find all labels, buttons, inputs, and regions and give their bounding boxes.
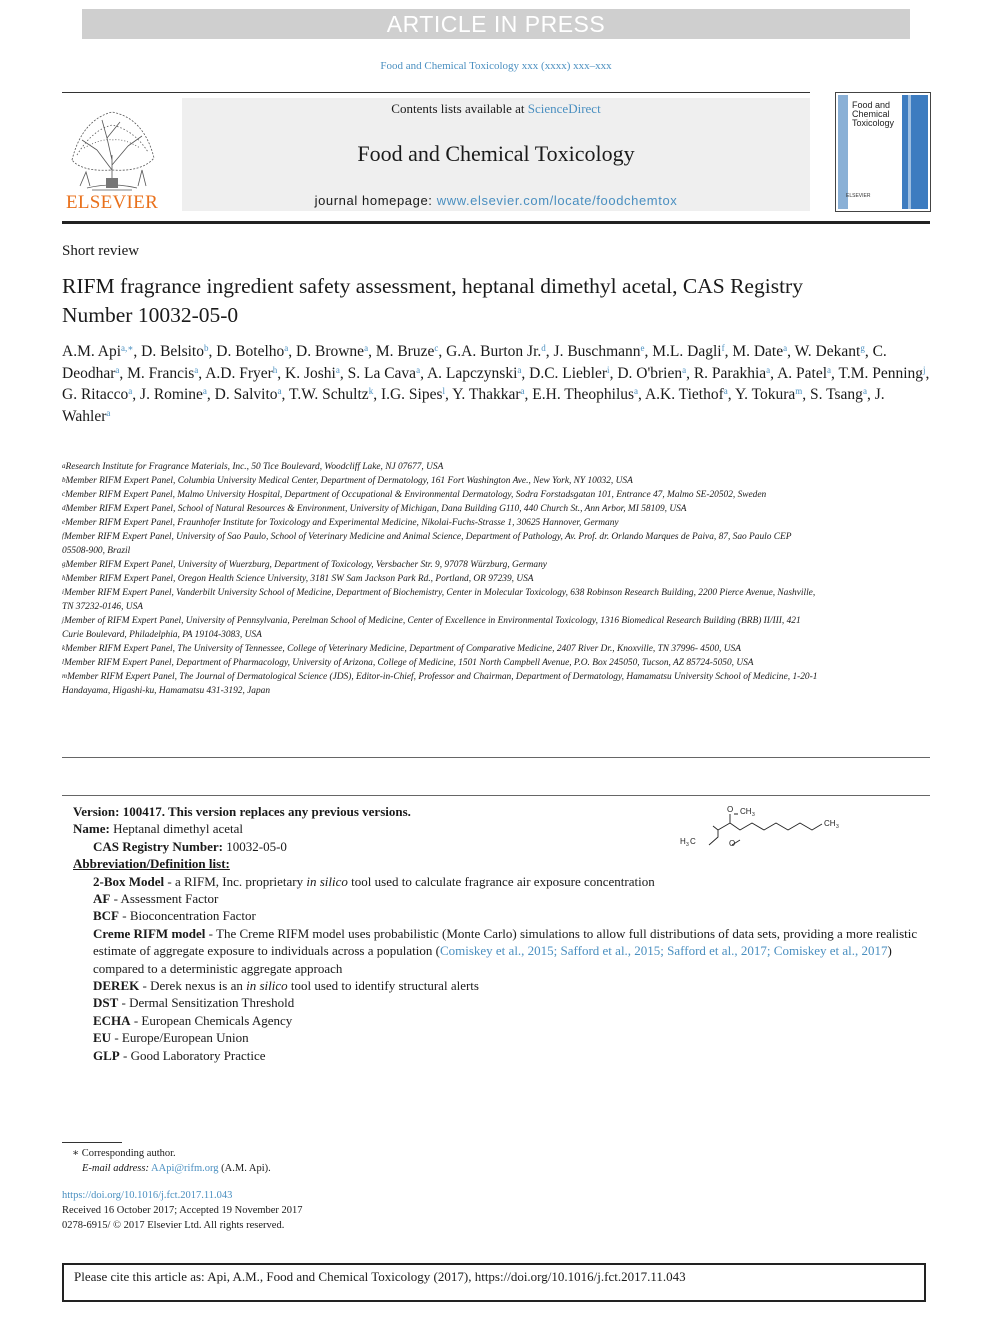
affiliation-item: [62, 586, 818, 614]
author-affiliation-marker[interactable]: h: [272, 364, 278, 375]
author-separator: ,: [925, 364, 930, 382]
author-name: T.W. Schultz: [289, 386, 369, 403]
author-separator: ,: [288, 343, 297, 360]
article-title: RIFM fragrance ingredient safety assessment, heptanal dimethyl acetal, CAS Registry Number 10032-05-0: [62, 274, 803, 327]
affiliation-item: [62, 656, 818, 670]
oxygen-label: O: [727, 805, 734, 814]
abbreviation-list: [73, 873, 933, 925]
author-name: M. Francis: [127, 364, 195, 382]
affiliation-text: Member RIFM Expert Panel, Department of Pharmacology, University of Arizona, College of Medicine, 1501 North Campbell Avenue, P.O. Box 245050, Tucson, AZ 85724-5050, USA: [63, 658, 754, 668]
affiliation-divider: [62, 757, 930, 758]
abbr-definition: ) compared to a deterministic aggregate approach: [93, 943, 892, 976]
abbr-definition: - a RIFM, Inc. proprietary: [164, 873, 307, 889]
contents-line: [182, 101, 810, 117]
author-name: S. Tsang: [810, 386, 863, 403]
affiliation-item: [62, 460, 818, 474]
author-separator: ,: [119, 364, 128, 382]
author-name: D. Salvito: [214, 386, 278, 403]
author-affiliation-marker[interactable]: l: [442, 386, 446, 396]
affiliation-label: f: [62, 532, 64, 540]
corresponding-note: ∗ Corresponding author.: [72, 1148, 176, 1159]
abbr-emphasis: in silico: [246, 978, 288, 994]
abbr-definition: tool used to identify structural alerts: [287, 978, 479, 994]
author-separator: ,: [373, 386, 381, 403]
corresponding-text: Corresponding author.: [81, 1148, 176, 1159]
author-affiliation-marker[interactable]: a: [416, 364, 421, 375]
subscript-label: 3: [836, 824, 839, 830]
summary-block: [73, 803, 933, 1064]
abbreviation-item: [73, 873, 933, 890]
author-name: Y. Tokura: [734, 386, 796, 403]
email-label: E-mail address:: [82, 1163, 149, 1174]
abbreviation-item: [73, 907, 933, 924]
email-suffix: (A.M. Api).: [218, 1163, 271, 1174]
citation-links[interactable]: Comiskey et al., 2015; Safford et al., 2015; Safford et al., 2017; Comiskey et al., 2017: [439, 943, 888, 959]
author-affiliation-marker[interactable]: a: [517, 364, 522, 375]
cover-title-line: Chemical: [852, 109, 890, 119]
abbr-term: 2-Box Model: [93, 873, 165, 889]
author-separator: ,: [524, 386, 533, 403]
affiliation-text: Member RIFM Expert Panel, Columbia University Medical Center, Department of Dermatology, 161 Fort Washington Ave., New York, NY 10032, USA: [65, 476, 633, 486]
author-name: A. Lapczynski: [426, 364, 518, 382]
journal-reference[interactable]: Food and Chemical Toxicology xxx (xxxx) xxx–xxx: [380, 60, 612, 72]
abbreviation-item: [73, 977, 933, 994]
name-line: [73, 820, 933, 837]
abbr-term: BCF: [93, 908, 119, 924]
author-name: J. Wahler: [62, 386, 885, 425]
version-label: Version:: [73, 804, 120, 819]
elsevier-wordmark: ELSEVIER: [65, 192, 159, 213]
author-name: A. Patel: [777, 364, 828, 382]
author-name: A.M. Api: [62, 343, 121, 360]
author-name: M. Bruze: [375, 343, 435, 360]
author-name: G.A. Burton Jr.: [446, 343, 542, 360]
author-name: K. Joshi: [285, 364, 336, 382]
author-affiliation-marker[interactable]: a: [634, 386, 639, 396]
author-separator: ,: [133, 343, 142, 360]
affiliation-item: [62, 572, 818, 586]
author-name: R. Parakhia: [693, 364, 767, 382]
affiliation-list: [62, 460, 818, 698]
author-separator: ,: [420, 364, 427, 382]
abbr-definition: tool used to calculate fragrance air exposure concentration: [347, 873, 655, 889]
methyl-label: CH: [824, 819, 836, 828]
author-affiliation-marker[interactable]: j: [923, 364, 926, 375]
abbreviation-list: [73, 977, 933, 1064]
citation-box: [62, 1263, 926, 1302]
abbreviation-item: [73, 1012, 933, 1029]
author-affiliation-marker[interactable]: e: [640, 343, 645, 353]
abbreviation-heading-text: Abbreviation/Definition list:: [73, 856, 230, 872]
author-affiliation-marker[interactable]: a,∗: [121, 343, 134, 353]
author-separator: ,: [802, 386, 811, 403]
cover-publisher: ELSEVIER: [846, 193, 871, 199]
doi-link[interactable]: https://doi.org/10.1016/j.fct.2017.11.043: [62, 1190, 233, 1201]
author-affiliation-marker[interactable]: d: [541, 343, 546, 353]
author-list: [62, 341, 932, 427]
affiliation-label: d: [62, 504, 66, 512]
footnote-rule: [62, 1142, 122, 1143]
creme-definition: [73, 925, 933, 977]
author-name: D. Belsito: [141, 343, 204, 360]
abbr-term: AF: [93, 891, 111, 907]
oxygen-label: O: [729, 839, 736, 848]
masthead-bottom-rule: [62, 221, 930, 224]
author-separator: ,: [368, 343, 376, 360]
abbr-term: Creme RIFM model: [93, 925, 206, 941]
author-separator: ,: [831, 364, 839, 382]
email-link[interactable]: AApi@rifm.org: [151, 1163, 219, 1174]
affiliation-label: e: [62, 518, 66, 526]
author-separator: ,: [866, 386, 875, 403]
affiliation-label: h: [62, 574, 66, 582]
homepage-prefix: journal homepage:: [314, 193, 437, 208]
abbreviation-item: [73, 890, 933, 907]
author-name: Y. Thakkar: [452, 386, 521, 403]
journal-title: Food and Chemical Toxicology: [357, 141, 635, 166]
author-name: E.H. Theophilus: [532, 386, 635, 403]
author-separator: ,: [864, 343, 873, 360]
author-name: C. Deodhar: [62, 343, 887, 382]
affiliation-text: Research Institute for Fragrance Materials, Inc., 50 Tice Boulevard, Woodcliff Lake, NJ 07677, USA: [65, 462, 444, 472]
article-in-press-banner: ARTICLE IN PRESS: [82, 9, 910, 39]
affiliation-item: [62, 670, 818, 698]
methyl-label: CH: [740, 807, 752, 816]
author-affiliation-marker[interactable]: g: [860, 343, 865, 353]
abbr-term: DEREK: [93, 978, 140, 994]
version-text: 100417. This version replaces any previous versions.: [122, 804, 411, 819]
affiliation-item: [62, 558, 818, 572]
affiliation-text: Member RIFM Expert Panel, Malmo University Hospital, Department of Occupational & Environmental Dermatology, Sodra Forstadsgatan 101, Entrance 47, Malmo SE-20502, Sweden: [65, 490, 767, 500]
name-label: Name:: [73, 821, 110, 837]
affiliation-text: Member RIFM Expert Panel, Oregon Health Science University, 3181 SW Sam Jackson Park Rd., Portland, OR 97239, USA: [65, 574, 534, 584]
author-separator: ,: [281, 386, 290, 403]
author-affiliation-marker[interactable]: b: [204, 343, 209, 353]
affiliation-text: Member RIFM Expert Panel, University of Wuerzburg, Department of Toxicology, Versbacher Str. 9, 97078 Würzburg, Germany: [65, 560, 547, 570]
affiliation-label: i: [62, 588, 64, 596]
author-name: M.L. Dagli: [652, 343, 722, 360]
author-affiliation-marker[interactable]: c: [434, 343, 439, 353]
abbr-definition: - Bioconcentration Factor: [119, 908, 256, 924]
cover-title-line: Toxicology: [852, 118, 895, 128]
methyl-label: C: [690, 837, 696, 846]
author-separator: ,: [438, 343, 447, 360]
article-type: Short review: [62, 243, 140, 259]
abbreviation-item: [73, 1029, 933, 1046]
author-separator: ,: [339, 364, 348, 382]
author-name: I.G. Sipes: [380, 386, 443, 403]
author-affiliation-marker[interactable]: a: [202, 386, 207, 396]
abbr-definition: - Europe/European Union: [111, 1030, 249, 1046]
author-affiliation-marker[interactable]: a: [827, 364, 832, 375]
author-separator: ,: [787, 343, 795, 360]
header-rule: [62, 92, 810, 93]
author-name: D.C. Liebler: [529, 364, 608, 382]
author-affiliation-marker[interactable]: i: [607, 364, 610, 375]
footnotes: [62, 1146, 762, 1233]
affiliation-item: [62, 530, 818, 558]
author-separator: ,: [198, 364, 206, 382]
affiliation-label: k: [62, 644, 66, 652]
cas-value: 10032-05-0: [226, 838, 287, 854]
author-affiliation-marker[interactable]: a: [277, 386, 282, 396]
author-affiliation-marker[interactable]: a: [194, 364, 199, 375]
abbr-term: DST: [93, 995, 119, 1011]
abbreviation-item: [73, 1047, 933, 1064]
author-name: G. Ritacco: [62, 386, 129, 403]
author-affiliation-marker[interactable]: f: [721, 343, 725, 353]
name-value: Heptanal dimethyl acetal: [113, 821, 244, 837]
cover-title: [852, 101, 922, 128]
affiliation-label: l: [62, 658, 64, 666]
author-separator: ,: [609, 364, 618, 382]
author-name: S. La Cava: [347, 364, 417, 382]
author-name: D. Botelho: [216, 343, 285, 360]
author-separator: ,: [545, 343, 554, 360]
abbr-definition: - The Creme RIFM model uses probabilistic (Monte Carlo) simulations to allow full distributions of data sets, providing a more realistic estimate of aggregate exposure to individuals across a population (: [93, 925, 918, 959]
received-dates: Received 16 October 2017; Accepted 19 November 2017: [62, 1205, 303, 1216]
abbr-definition: - Assessment Factor: [110, 891, 219, 907]
author-separator: ,: [206, 386, 215, 403]
affiliation-text: Member RIFM Expert Panel, Fraunhofer Institute for Toxicology and Experimental Medicine, Nikolai-Fuchs-Strasse 1, 30625 Hannover, Germany: [65, 518, 619, 528]
affiliation-text: Member RIFM Expert Panel, Vanderbilt University School of Medicine, Department of Biochemistry, Center in Molecular Toxicology, 638 Robinson Research Building, 2200 Pierce Avenue, Nashville, TN 37232-0146, USA: [62, 588, 816, 612]
author-separator: ,: [770, 364, 778, 382]
author-name: W. Dekant: [794, 343, 861, 360]
author-affiliation-marker[interactable]: a: [115, 364, 120, 375]
methyl-label: H: [680, 837, 686, 846]
subscript-label: 3: [752, 812, 755, 818]
author-name: J. Romine: [140, 386, 203, 403]
affiliation-label: j: [62, 616, 64, 624]
author-affiliation-marker[interactable]: k: [368, 386, 374, 396]
affiliation-text: Member of RIFM Expert Panel, University of Pennsylvania, Perelman School of Medicine, Center of Excellence in Environmental Toxicology, 1316 Biomedical Research Building (BRB) II/III, 421 Curie Boulevard, Philadelphia, PA 19104-3083, USA: [62, 616, 801, 640]
affiliation-item: [62, 474, 818, 488]
abbr-term: GLP: [93, 1047, 120, 1063]
affiliation-label: c: [62, 490, 66, 498]
abbr-definition: - Derek nexus is an: [139, 978, 247, 994]
author-affiliation-marker[interactable]: a: [364, 343, 369, 353]
abbr-definition: - European Chemicals Agency: [130, 1012, 293, 1028]
homepage-link[interactable]: www.elsevier.com/locate/foodchemtox: [436, 193, 678, 208]
affiliation-text: Member RIFM Expert Panel, University of Sao Paulo, School of Veterinary Medicine and Animal Science, Department of Pathology, Av. Prof. dr. Orlando Marques de Paiva, 87, Sao Paulo CEP 05508-900, Brazil: [62, 532, 792, 556]
author-name: M. Date: [732, 343, 784, 360]
author-name: D. O'brien: [617, 364, 683, 382]
sciencedirect-link[interactable]: ScienceDirect: [527, 101, 601, 116]
author-separator: ,: [686, 364, 694, 382]
author-name: J. Buschmann: [553, 343, 641, 360]
email-note: [62, 1161, 762, 1176]
summary-top-rule: [62, 795, 930, 796]
affiliation-text: Member RIFM Expert Panel, The University of Tennessee, College of Veterinary Medicine, Department of Comparative Medicine, 2407 River Dr., Knoxville, TN 37996- 4500, USA: [65, 644, 741, 654]
author-affiliation-marker[interactable]: a: [335, 364, 340, 375]
author-separator: ,: [644, 343, 653, 360]
author-separator: ,: [132, 386, 141, 403]
affiliation-item: [62, 642, 818, 656]
contents-prefix: Contents lists available at: [391, 101, 528, 116]
author-separator: ,: [208, 343, 217, 360]
author-name: A.K. Tiethof: [644, 386, 724, 403]
journal-homepage: [182, 193, 810, 208]
cas-label: CAS Registry Number:: [93, 838, 223, 854]
author-separator: ,: [724, 343, 733, 360]
affiliation-item: [62, 488, 818, 502]
author-separator: ,: [521, 364, 530, 382]
version-line: [73, 803, 933, 820]
abbr-definition: - Dermal Sensitization Threshold: [118, 995, 295, 1011]
author-affiliation-marker[interactable]: a: [106, 407, 111, 418]
author-affiliation-marker[interactable]: m: [795, 386, 803, 396]
author-separator: ,: [277, 364, 286, 382]
author-affiliation-marker[interactable]: a: [862, 386, 867, 396]
author-affiliation-marker[interactable]: a: [783, 343, 788, 353]
author-separator: ,: [638, 386, 645, 403]
copyright-line: 0278-6915/ © 2017 Elsevier Ltd. All rights reserved.: [62, 1220, 285, 1231]
author-affiliation-marker[interactable]: a: [520, 386, 525, 396]
affiliation-label: m: [62, 672, 68, 680]
affiliation-label: b: [62, 476, 66, 484]
affiliation-item: [62, 516, 818, 530]
citation-text: Please cite this article as: Api, A.M., Food and Chemical Toxicology (2017), https://doi.org/10.1016/j.fct.2017.11.043: [74, 1269, 686, 1284]
affiliation-label: a: [62, 462, 66, 470]
author-affiliation-marker[interactable]: a: [766, 364, 771, 375]
abbreviation-heading: [73, 855, 933, 872]
affiliation-item: [62, 502, 818, 516]
affiliation-text: Member RIFM Expert Panel, The Journal of Dermatological Science (JDS), Editor-in-Chief, Professor and Chairman, Department of Dermatology, Hamamatsu University School of Medicine, 1-20-1 Handayama, Higashi-ku, Hamamatsu 431-3192, Japan: [62, 672, 818, 696]
author-affiliation-marker[interactable]: a: [284, 343, 289, 353]
author-affiliation-marker[interactable]: a: [723, 386, 728, 396]
cover-title-line: Food and: [852, 100, 891, 110]
affiliation-text: Member RIFM Expert Panel, School of Natural Resources & Environment, University of Michigan, Dana Building G110, 440 Church St., Ann Arbor, MI 58109, USA: [65, 504, 687, 514]
author-affiliation-marker[interactable]: a: [682, 364, 687, 375]
author-name: A.D. Fryer: [205, 364, 273, 382]
abbr-emphasis: in silico: [306, 873, 348, 889]
abbreviation-item: [73, 994, 933, 1011]
author-separator: ,: [727, 386, 735, 403]
author-name: T.M. Penning: [838, 364, 924, 382]
abbr-term: ECHA: [93, 1012, 131, 1028]
cas-line: [73, 838, 933, 855]
abbr-definition: - Good Laboratory Practice: [119, 1047, 266, 1063]
subscript-label: 3: [686, 842, 689, 848]
affiliation-item: [62, 614, 818, 642]
abbr-term: EU: [93, 1030, 112, 1046]
author-name: D. Browne: [296, 343, 365, 360]
affiliation-label: g: [62, 560, 66, 568]
author-separator: ,: [445, 386, 453, 403]
author-affiliation-marker[interactable]: a: [128, 386, 133, 396]
